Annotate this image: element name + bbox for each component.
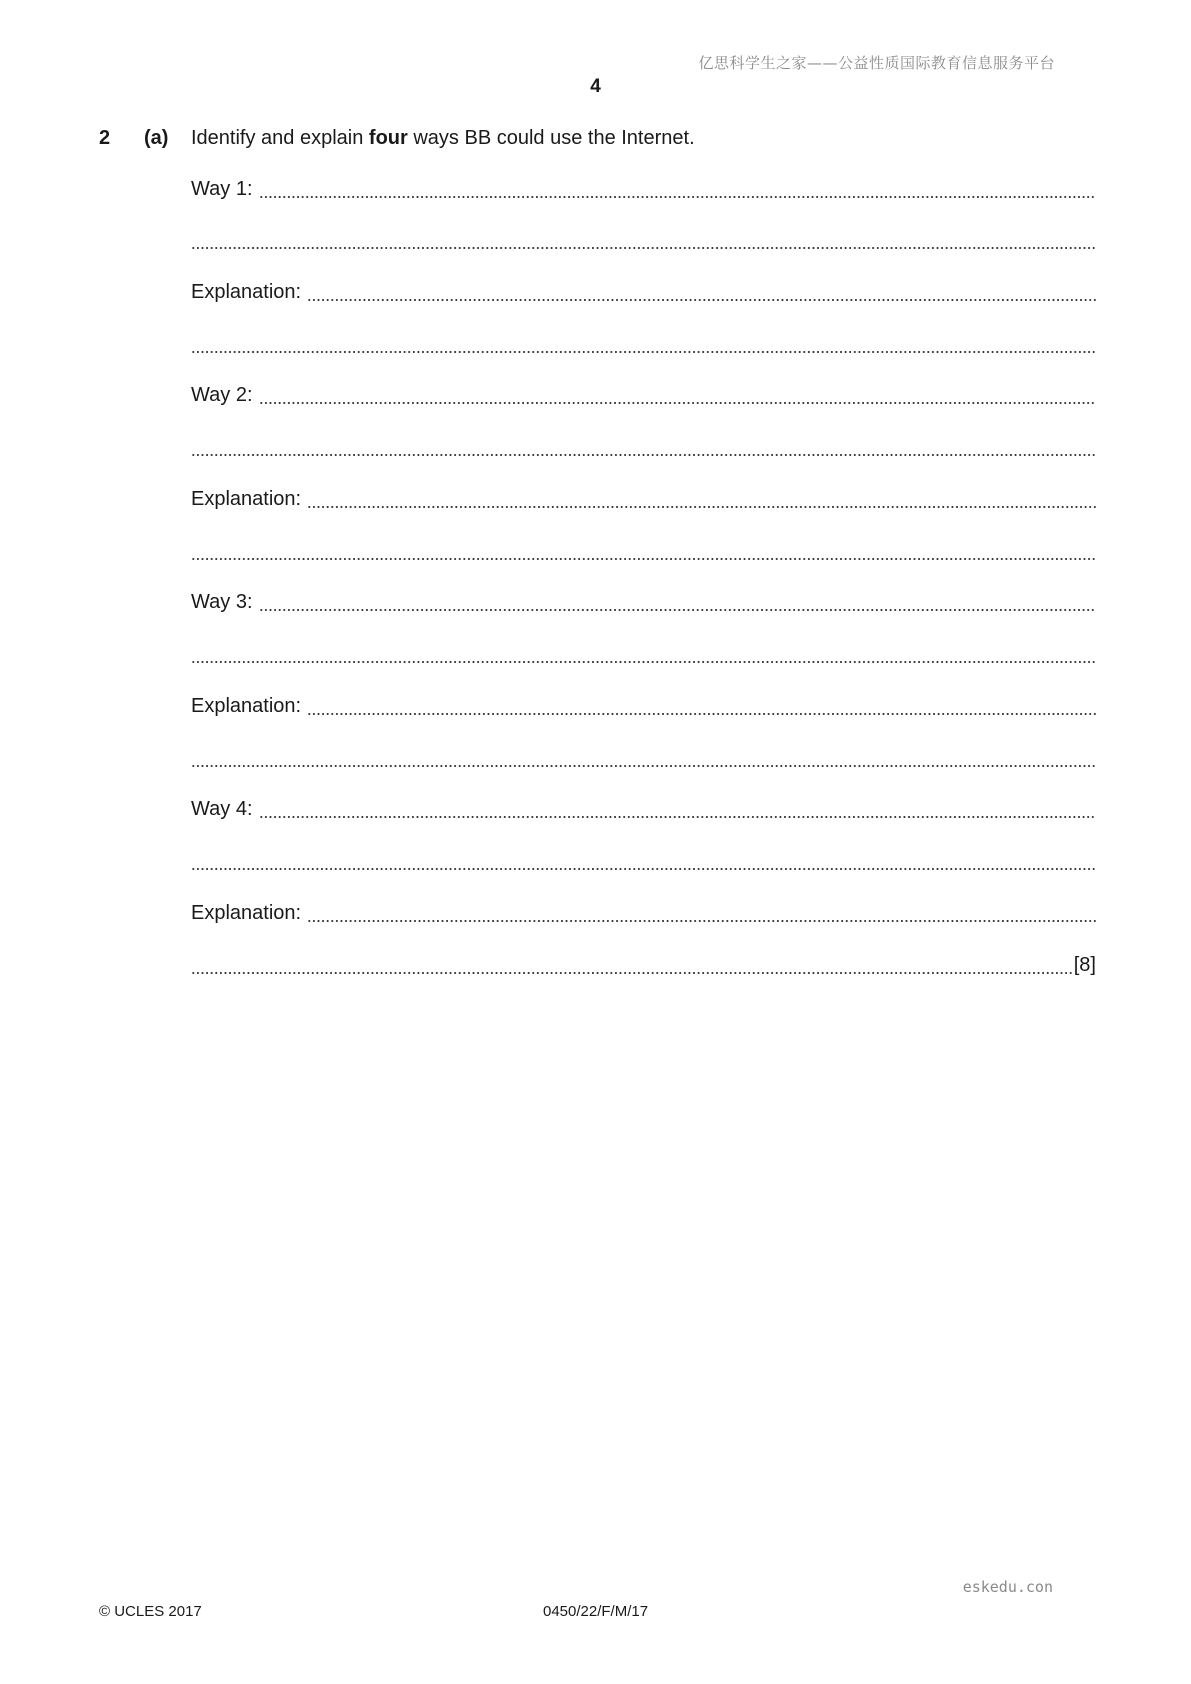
answer-dotted-line[interactable] <box>191 764 1096 768</box>
footer-copyright: © UCLES 2017 <box>99 1603 202 1620</box>
answer-dotted-line[interactable] <box>191 453 1096 457</box>
explanation-2-continuation-line[interactable] <box>191 540 1096 566</box>
way-1-continuation-line[interactable] <box>191 229 1096 255</box>
footer-paper-code: 0450/22/F/M/17 <box>543 1603 649 1620</box>
answer-dotted-line[interactable] <box>259 815 1097 819</box>
question-text-bold: four <box>368 127 408 149</box>
answer-dotted-line[interactable] <box>191 557 1096 561</box>
explanation-3-line[interactable] <box>191 695 1096 721</box>
answer-dotted-line[interactable] <box>259 608 1097 612</box>
question-text-after: ways BB could use the Internet. <box>407 127 695 149</box>
explanation-3-continuation-line[interactable] <box>191 747 1096 773</box>
way-3-line[interactable] <box>191 591 1096 617</box>
question-text <box>191 127 695 150</box>
answer-dotted-line[interactable] <box>191 867 1096 871</box>
answer-dotted-line[interactable] <box>191 971 1072 975</box>
answer-dotted-line[interactable] <box>259 195 1097 199</box>
answer-dotted-line[interactable] <box>259 401 1097 405</box>
answer-dotted-line[interactable] <box>307 712 1096 716</box>
way-2-line[interactable] <box>191 384 1096 410</box>
explanation-1-continuation-line[interactable] <box>191 333 1096 359</box>
explanation-2-line[interactable] <box>191 488 1096 514</box>
way-1-line[interactable] <box>191 178 1096 204</box>
answer-dotted-line[interactable] <box>191 246 1096 250</box>
explanation-2-label: Explanation: <box>191 488 302 510</box>
answer-dotted-line[interactable] <box>307 505 1096 509</box>
way-4-continuation-line[interactable] <box>191 850 1096 876</box>
way-4-label: Way 4: <box>191 798 253 820</box>
explanation-1-line[interactable] <box>191 281 1096 307</box>
way-2-label: Way 2: <box>191 384 253 406</box>
explanation-1-label: Explanation: <box>191 281 302 303</box>
page-number: 4 <box>590 76 601 97</box>
explanation-4-label: Explanation: <box>191 902 302 924</box>
explanation-3-label: Explanation: <box>191 695 302 717</box>
way-3-label: Way 3: <box>191 591 253 613</box>
answer-dotted-line[interactable] <box>191 660 1096 664</box>
answer-dotted-line[interactable] <box>307 298 1096 302</box>
header-watermark: 亿思科学生之家——公益性质国际教育信息服务平台 <box>698 54 1055 72</box>
question-number: 2 <box>99 127 111 149</box>
question-part-label: (a) <box>144 127 169 149</box>
way-4-line[interactable] <box>191 798 1096 824</box>
question-text-before: Identify and explain <box>191 127 369 149</box>
way-1-label: Way 1: <box>191 178 253 200</box>
explanation-4-line[interactable] <box>191 902 1096 928</box>
way-3-continuation-line[interactable] <box>191 643 1096 669</box>
marks-allocation: [8] <box>1073 954 1096 976</box>
way-2-continuation-line[interactable] <box>191 436 1096 462</box>
answer-dotted-line[interactable] <box>307 919 1096 923</box>
footer-watermark: eskedu.con <box>962 1578 1053 1596</box>
explanation-4-continuation-line[interactable] <box>191 954 1096 980</box>
answer-dotted-line[interactable] <box>191 350 1096 354</box>
